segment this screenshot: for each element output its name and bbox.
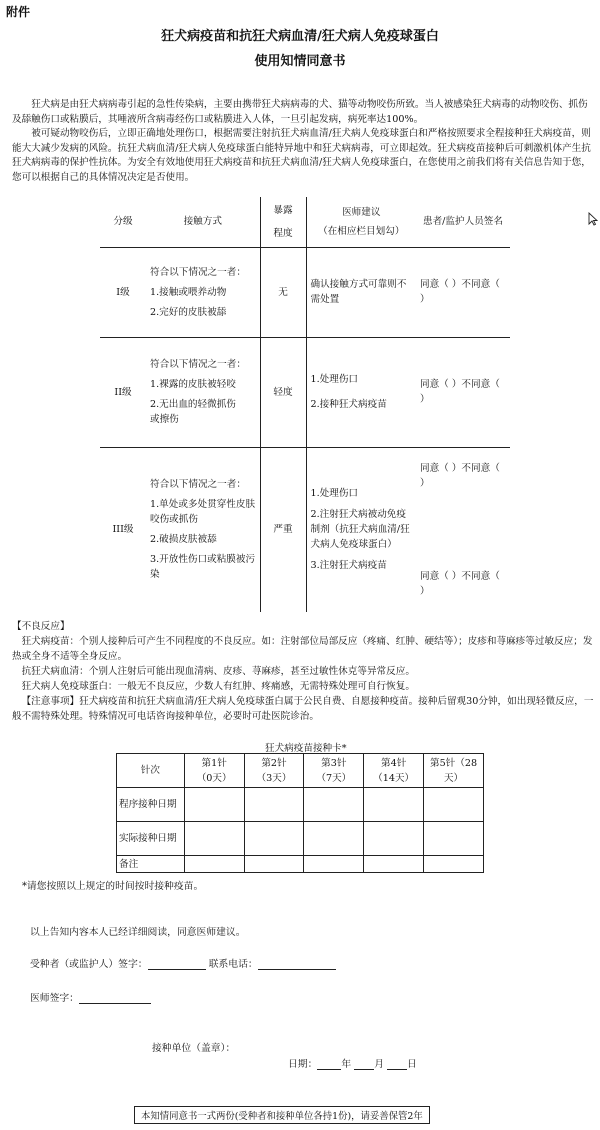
dose-day: （0天） [196,772,232,784]
contact-intro: 符合以下情况之一者： [150,479,246,491]
consent-cell: 同意（ ）不同意（ ） [416,247,510,337]
contact-item: 3.开放性伤口或粘膜被污染 [150,554,256,581]
card-title: 狂犬病疫苗接种卡* [265,743,347,754]
intro-section [12,98,594,185]
day-field[interactable] [387,1069,407,1070]
dose-name: 第5针（28 [429,757,478,769]
note-cell[interactable] [184,856,244,873]
dose-name: 第4针 [381,757,407,769]
header-advice [306,197,416,247]
intro-paragraph-1: 狂犬病是由狂犬病病毒引起的急性传染病，主要由携带狂犬病病毒的犬、猫等动物咬伤所致。当人被感染狂犬病毒的动物咬伤、抓伤及舔触伤口或粘膜后，其唾液所含病毒经伤口或粘膜进入人体，一旦引起发病，病死率达100%。 [12,99,588,125]
contact-item: 2.无出血的轻微抓伤 或擦伤 [150,399,265,425]
dose-day: （7天） [316,772,352,784]
row-label: 实际接种日期 [117,822,185,856]
advice-cell [306,447,416,612]
header-advice-note: （在相应栏目划勾） [318,225,405,237]
dose-label: 针次 [117,754,185,788]
dose-day: （3天） [256,772,292,784]
advice-item: 2.注射狂犬病被动免疫制剂（抗狂犬病血清/狂犬病人免疫球蛋白） [310,509,410,551]
contact-item: 2.完好的皮肤被舔 [150,306,227,318]
document-subtitle: 使用知情同意书 [254,54,346,69]
contact-item: 1.单处或多处贯穿性皮肤咬伤或抓伤 [150,499,256,526]
date-cell[interactable] [184,788,244,822]
header-degree-label: 程度 [273,227,293,239]
doctor-signature-line [30,990,151,1004]
header-sign: 患者/监护人员签名 [416,197,510,247]
table-row [100,337,510,447]
date-cell[interactable] [304,788,364,822]
table-row [117,822,484,856]
doctor-signature-field[interactable] [79,1003,151,1004]
date-cell[interactable] [364,788,424,822]
recipient-signature-line [30,956,336,970]
contact-intro: 符合以下情况之一者： [150,359,246,370]
note-cell[interactable] [364,856,424,873]
advice-item: 1.处理伤口 [310,374,359,385]
advice-cell [306,337,416,447]
consent-statement: 以上告知内容本人已经详细阅读，同意医师建议。 [30,927,246,938]
dose-name: 第2针 [261,757,287,769]
adverse-heading: 【不良反应】 [12,621,70,632]
date-cell[interactable] [424,822,484,856]
header-advice-label: 医师建议 [342,206,381,218]
contact-cell [146,337,265,447]
grade-cell: I级 [100,247,146,337]
month-label: 月 [374,1059,384,1070]
adverse-line: 抗狂犬病血清：个别人注射后可能出现血清病、皮疹、荨麻疹，甚至过敏性休克等异常反应。 [21,666,415,677]
note-cell[interactable] [244,856,304,873]
table-row [100,247,510,337]
table-row [100,447,510,612]
intro-paragraph-2: 被可疑动物咬伤后，立即正确地处理伤口，根据需要注射抗狂犬病血清/狂犬病人免疫球蛋白和严格按照要求全程接种狂犬病疫苗，则能大大减少发病的风险。抗狂犬病血清/狂犬病人免疫球蛋白能特异地中和狂犬病病毒，可立即起效。狂犬病疫苗接种后可刺激机体产生抗狂犬病病毒的保护性抗体。为安全有效地使用狂犬病疫苗和抗狂犬病血清/狂犬病人免疫球蛋白，在您使用之前我们将有关信息告知于您，您可以根据自己的具体情况决定是否使用。 [12,128,591,183]
contact-intro: 符合以下情况之一者： [150,266,246,278]
advice-item: 2.接种狂犬病疫苗 [310,399,387,410]
header-exposure-label: 暴露 [273,204,293,216]
dose-header [364,754,424,788]
date-cell[interactable] [364,822,424,856]
degree-cell: 严重 [260,447,306,612]
contact-cell [146,447,260,612]
header-grade: 分级 [100,197,146,247]
date-cell[interactable] [304,822,364,856]
dose-header [244,754,304,788]
retention-footer: 本知情同意书一式两份(受种者和接种单位各持1份)，请妥善保管2年 [134,1106,430,1124]
dose-header [184,754,244,788]
advice-item: 1.处理伤口 [310,488,359,500]
date-cell[interactable] [184,822,244,856]
adverse-reaction-section [12,619,594,724]
table-row [117,856,484,873]
phone-label: 联系电话： [208,959,258,970]
recipient-label: 受种者（或监护人）签字： [30,959,148,970]
dose-name: 第1针 [201,757,227,769]
month-field[interactable] [354,1069,374,1070]
header-exposure [260,197,306,247]
contact-item: 1.接触或喂养动物 [150,286,227,298]
phone-field[interactable] [258,969,336,970]
date-line [288,1056,417,1070]
doctor-label: 医师签字： [30,993,79,1004]
header-contact: 接触方式 [146,197,260,247]
adverse-line: 狂犬病人免疫球蛋白：一般无不良反应，少数人有红肿、疼痛感，无需特殊处理可自行恢复。 [21,681,415,692]
consent-item: 同意（ ）不同意（ ） [420,570,500,597]
dose-header [424,754,484,788]
contact-cell [146,247,260,337]
mouse-cursor-icon [588,212,598,226]
year-label: 年 [341,1059,352,1070]
dose-day: 天） [443,772,464,784]
dose-header [304,754,364,788]
advice-cell: 确认接触方式可靠则不需处置 [306,247,416,337]
adverse-line: 狂犬病疫苗：个别人接种后可产生不同程度的不良反应。如：注射部位局部反应（疼痛、红肿、硬结等）；皮疹和荨麻疹等过敏反应；发热或全身不适等全身反应。 [12,636,593,662]
note-cell[interactable] [304,856,364,873]
contact-item: 1.裸露的皮肤被轻咬 [150,379,236,390]
consent-cell: 同意（ ）不同意（ ） [416,337,510,447]
date-cell[interactable] [244,822,304,856]
date-cell[interactable] [424,788,484,822]
dose-day: （14天） [373,772,415,784]
date-label: 日期： [288,1059,318,1070]
grade-cell: II级 [100,337,146,447]
grade-cell: III级 [112,524,134,536]
exposure-grade-table [100,197,510,612]
notice-paragraph: 【注意事项】狂犬病疫苗和抗狂犬病血清/狂犬病人免疫球蛋白属于公民自费、自愿接种疫苗。接种后留观30分钟，如出现轻微反应，一般不需特殊处理。特殊情况可电话咨询接种单位，必要时可赴医院诊治。 [12,696,594,722]
footnote: *请您按照以上规定的时间按时接种疫苗。 [22,881,204,892]
date-cell[interactable] [244,788,304,822]
consent-item: 同意（ ）不同意（ ） [420,462,500,489]
document-title: 狂犬病疫苗和抗狂犬病血清/狂犬病人免疫球蛋白 [161,29,439,44]
row-label: 备注 [117,856,185,873]
recipient-signature-field[interactable] [148,969,206,970]
degree-cell: 无 [260,247,306,337]
vaccination-card-table [116,753,484,873]
advice-item: 3.注射狂犬病疫苗 [310,560,387,572]
degree-cell: 轻度 [260,337,306,447]
year-field[interactable] [317,1069,341,1070]
unit-label: 接种单位（盖章）： [152,1043,236,1054]
attachment-label: 附件 [6,5,31,19]
row-label: 程序接种日期 [117,788,185,822]
consent-cell [416,447,510,612]
contact-item: 2.破损皮肤被舔 [150,534,217,546]
dose-name: 第3针 [321,757,347,769]
day-label: 日 [406,1059,417,1070]
note-cell[interactable] [424,856,484,873]
table-row [117,788,484,822]
